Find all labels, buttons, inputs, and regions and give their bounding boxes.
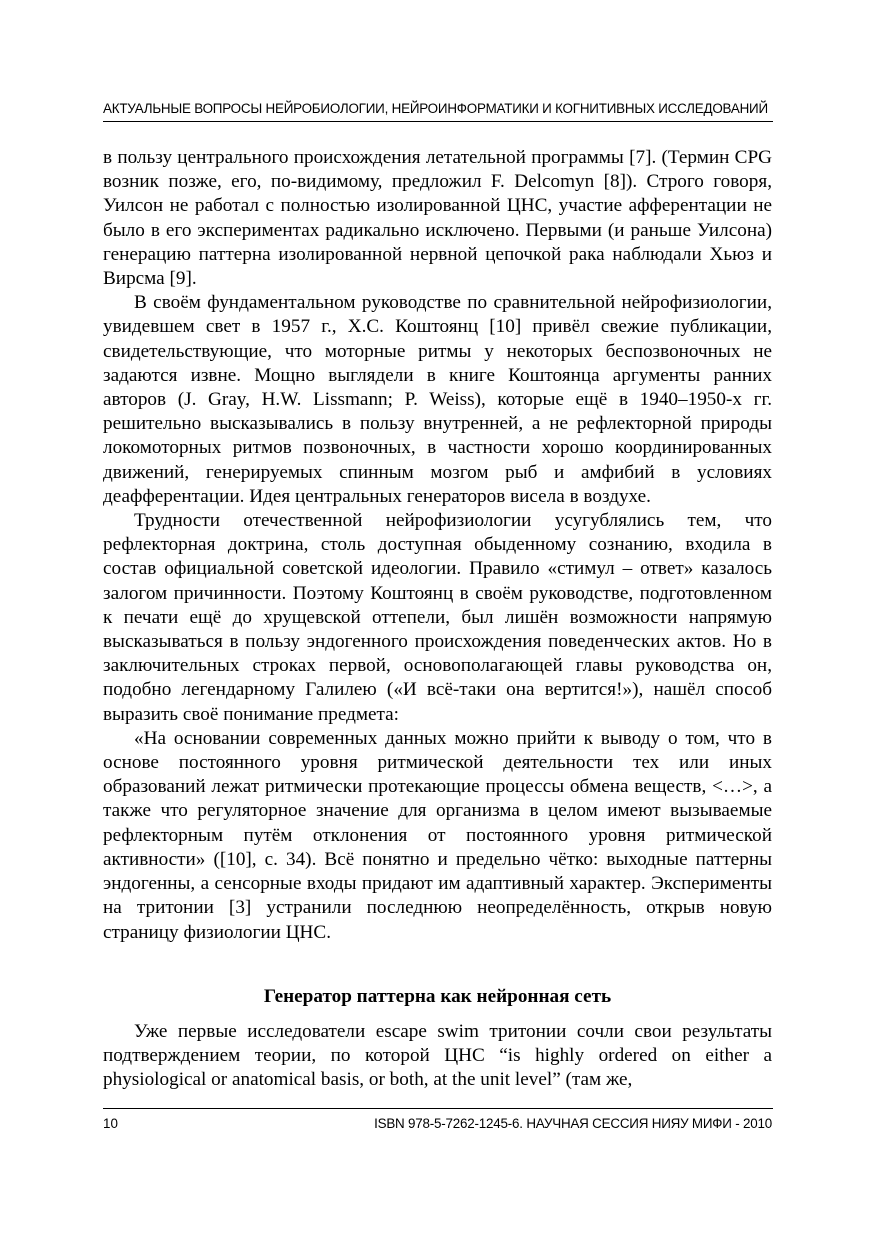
- paragraph-soviet-neurophysiology: Трудности отечественной нейрофизиологии усугублялись тем, что рефлекторная доктрина, столь доступная обыденному сознанию, входила в состав официальной советской идеологии. Правило «стимул – ответ» казалось залогом причинности. Поэтому Коштоянц в своём руководстве, подготовленном к печати ещё до хрущевской оттепели, был лишён возможности напрямую высказываться в пользу эндогенного происхождения поведенческих актов. Но в заключительных строках первой, основополагающей главы руководства он, подобно легендарному Галилею («И всё-таки она вертится!»), нашёл способ выразить своё понимание предмета:: [103, 510, 772, 725]
- paragraph-quotation: «На основании современных данных можно прийти к выводу о том, что в основе постоянного уровня ритмической деятельности тех или иных образований лежат ритмически протекающие процессы обмена веществ, <…>, а также что регуляторное значение для организма в целом имеют вызываемые рефлекторным путём отклонения от постоянного уровня ритмической активности» ([10], с. 34). Всё понятно и предельно чётко: выходные паттерны эндогенны, а сенсорные входы придают им адаптивный характер. Эксперименты на тритонии [3] устранили последнюю неопределённость, открыв новую страницу физиологии ЦНС.: [103, 727, 772, 943]
- page-number: 10: [103, 1116, 118, 1131]
- section-heading: Генератор паттерна как нейронная сеть: [263, 986, 612, 1007]
- main-text: [103, 146, 772, 945]
- paragraph-section-intro: Уже первые исследователи escape swim тритонии сочли свои результаты подтверждением теории, по которой ЦНС “is highly ordered on either a physiological or anatomical basis, or both, at the unit level” (там же,: [103, 1021, 772, 1091]
- footer-isbn: ISBN 978-5-7262-1245-6. НАУЧНАЯ СЕССИЯ НИЯУ МИФИ - 2010: [374, 1116, 772, 1131]
- paragraph-koshtoyants-handbook: В своём фундаментальном руководстве по сравнительной нейрофизиологии, увидевшем свет в 1957 г., Х.С. Коштоянц [10] привёл свежие публикации, свидетельствующие, что моторные ритмы у некоторых беспозвоночных не задаются извне. Мощно выглядели в книге Коштоянца аргументы ранних авторов (J. Gray, H.W. Lissmann; P. Weiss), которые ещё в 1940–1950-х гг. решительно высказывались в пользу внутренней, а не рефлекторной природы локомоторных ритмов позвоночных, в частности хорошо координированных движений, генерируемых спинным мозгом рыб и амфибий в условиях деафферентации. Идея центральных генераторов висела в воздухе.: [103, 292, 772, 507]
- section-text: [103, 1020, 772, 1093]
- paragraph-continuation: в пользу центрального происхождения летательной программы [7]. (Термин CPG возник позже, его, по-видимому, предложил F. Delcomyn [8]). Строго говоря, Уилсон не работал с полностью изолированной ЦНС, участие афферентации не было в его экспериментах радикально исключено. Первыми (и раньше Уилсона) генерацию паттерна изолированной нервной цепочкой рака наблюдали Хьюз и Вирсма [9].: [103, 147, 772, 290]
- footer-rule: [103, 1108, 773, 1109]
- header-rule: [103, 121, 773, 122]
- running-header: АКТУАЛЬНЫЕ ВОПРОСЫ НЕЙРОБИОЛОГИИ, НЕЙРОИНФОРМАТИКИ И КОГНИТИВНЫХ ИССЛЕДОВАНИЙ: [103, 101, 768, 116]
